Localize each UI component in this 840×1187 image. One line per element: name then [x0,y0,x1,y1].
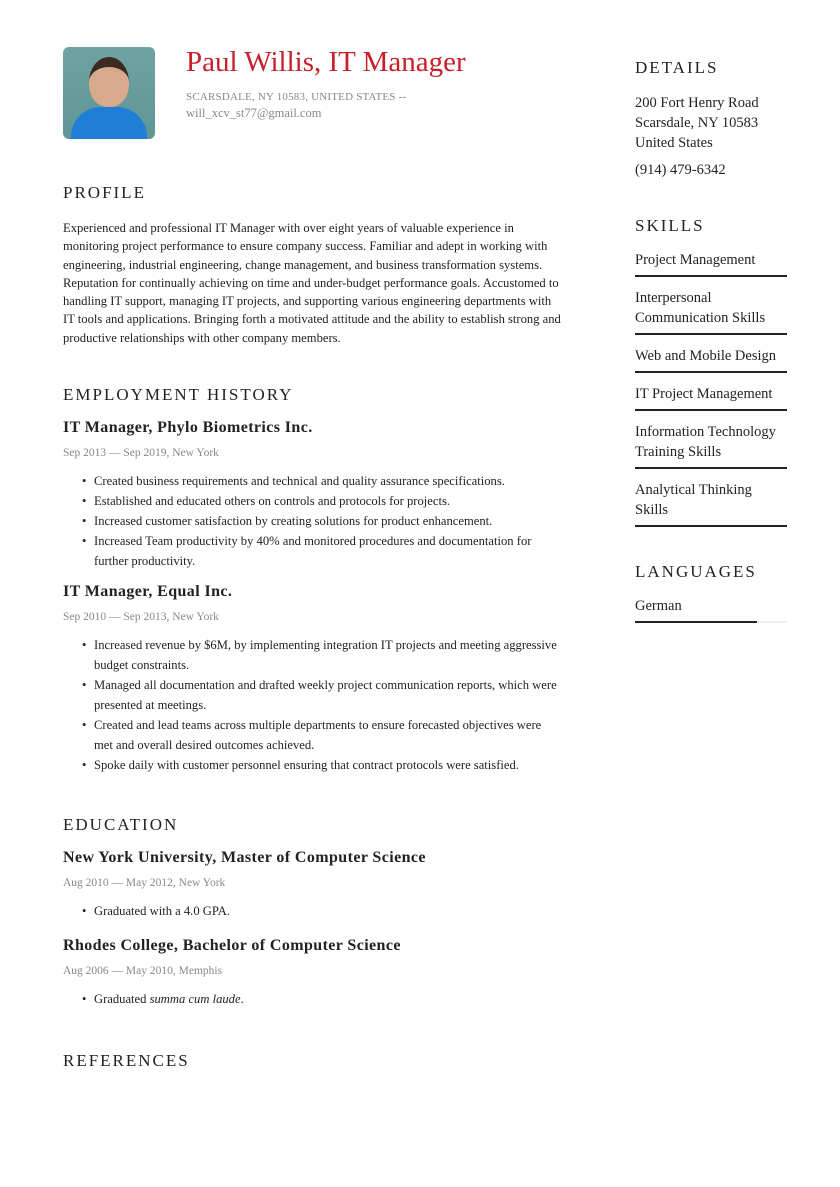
education-bullet: • Graduated summa cum laude. [82,989,563,1009]
skill-item: Interpersonal Communication Skills [635,288,787,335]
job-bullet: • Increased customer satisfaction by creating solutions for product enhancement. [82,511,563,531]
job [63,583,563,775]
profile-photo [63,47,155,139]
education-date: Aug 2010 — May 2012, New York [63,877,226,890]
job-bullet: • Established and educated others on controls and protocols for projects. [82,491,563,511]
job-bullet: • Created and lead teams across multiple departments to ensure forecasted objectives were met and overall desired outcomes achieved. [82,715,563,755]
profile-heading: PROFILE [63,183,146,202]
education-heading: EDUCATION [63,815,179,835]
languages-heading: LANGUAGES [635,562,757,581]
phone: (914) 479-6342 [635,162,726,178]
education-bullet: • Graduated with a 4.0 GPA. [82,901,563,921]
address-line: Scarsdale, NY 10583 [635,115,759,131]
skill-item: IT Project Management [635,384,787,411]
skill-item: Analytical Thinking Skills [635,480,787,527]
resume-header [63,47,563,139]
address-line: 200 Fort Henry Road [635,95,759,111]
main-column [63,47,563,1087]
education-item [63,849,563,921]
job-date: Sep 2013 — Sep 2019, New York [63,447,219,460]
education-title: Rhodes College, Bachelor of Computer Science [63,937,401,955]
skills-heading: SKILLS [635,216,705,235]
language-name: German [635,598,682,614]
job-bullet: • Spoke daily with customer personnel ensuring that contract protocols were satisfied. [82,755,563,775]
employment-heading: EMPLOYMENT HISTORY [63,385,294,405]
skill-item: Web and Mobile Design [635,346,787,373]
language-level-bar [635,621,787,623]
job-bullet: • Managed all documentation and drafted weekly project communication reports, which were presented at meetings. [82,675,563,715]
job-bullet: • Increased Team productivity by 40% and monitored procedures and documentation for further productivity. [82,531,563,571]
job-title: IT Manager, Equal Inc. [63,583,233,601]
education-item [63,937,563,1009]
references-heading: REFERENCES [63,1051,190,1071]
address: SCARSDALE, NY 10583, UNITED STATES -- [186,91,407,103]
job-bullet: • Created business requirements and technical and quality assurance specifications. [82,471,563,491]
details-heading: DETAILS [635,58,719,77]
email[interactable]: will_xcv_st77@gmail.com [186,106,322,120]
job-bullet: • Increased revenue by $6M, by implementing integration IT projects and meeting aggressive budget constraints. [82,635,563,675]
job-title: IT Manager, Phylo Biometrics Inc. [63,419,313,437]
skill-item: Information Technology Training Skills [635,422,787,469]
education-title: New York University, Master of Computer Science [63,849,426,867]
skill-item: Project Management [635,250,787,277]
address-line: United States [635,135,713,151]
profile-text: Experienced and professional IT Manager with over eight years of valuable experience in monitoring project performance to ensure company success. Familiar and adept in working with engineering, industrial engineering, change management, and business transformation systems. Reputation for continually achieving on time and under-budget performance goals. Accustomed to handling IT support, managing IT projects, and supporting various engineering departments with IT tools and applications. Bringing forth a motivated attitude and the ability to establish strong and productive relationships with other company members. [63,221,561,345]
sidebar [635,58,787,623]
job-date: Sep 2010 — Sep 2013, New York [63,611,219,624]
job [63,419,563,571]
name-title: Paul Willis, IT Manager [186,46,466,78]
education-date: Aug 2006 — May 2010, Memphis [63,965,223,978]
